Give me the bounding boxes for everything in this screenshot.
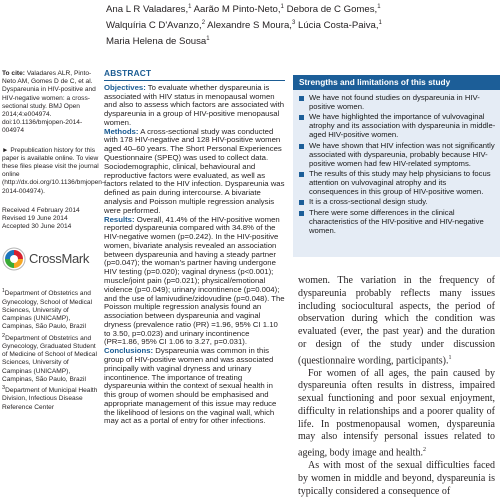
results-label: Results: [104, 214, 135, 224]
author-line-3 [106, 33, 491, 49]
author-name: Aarão M Pinto-Neto, [193, 4, 281, 16]
citation-label: To cite: [2, 70, 25, 77]
author-list [106, 1, 491, 48]
affiliation-text: Department of Obstetrics and Gynecology, Graduated Student of Medicine of School of Medical Sciences, University of Campinas (UNICAMP), Campinas, São Paulo, Brazil [2, 334, 97, 383]
affiliation-1 [2, 287, 100, 331]
strengths-item: We have highlighted the importance of vulvovaginal atrophy and its association with dyspareunia in middle-aged HIV-positive women. [299, 113, 496, 140]
body-paragraph [298, 275, 495, 368]
author-name: Debora de C Gomes, [286, 4, 378, 16]
affiliation-sup: 1 [2, 288, 5, 295]
author-line-1 [106, 1, 491, 17]
results-text: Overall, 41.4% of the HIV-positive women reported dyspareunia compared with 34.8% of the HIV-negative women (p=0.242). In the HIV-positive women, bivariate analysis revealed an association between dyspareunia and having a steady partner (p=0.047); the woman's partner having undergone HIV testing (p=0.020); vaginal dryness (p<0.001); muscle/joint pain (p=0.021); physical/emotional violence (p=0.049); urinary incontinence (p=0.004); and the use of lamivudine/zidovudine (p=0.048). The Poisson multiple regression analysis found an association between dyspareunia and vaginal dryness (prevalence ratio (PR) =1.96, 95% CI 1.10 to 3.50, p=0.023) and urinary incontinence (PR=1.86, 95% CI 1.06 to 3.27, p=0.031). [104, 214, 285, 347]
methods-label: Methods: [104, 126, 139, 136]
prepublication-note[interactable]: ► Prepublication history for this paper is available online. To view these files please visit the journal online (http://dx.doi.org/10.1136/bmjopen-2014-004974). [2, 146, 105, 195]
author-affil-sup: 1 [280, 4, 284, 10]
abstract-column [104, 69, 285, 480]
author-line-2 [106, 17, 491, 33]
body-paragraph-text: For women of all ages, the pain caused by dyspareunia often results in distress, impaired sexual functioning and poor sexual enjoyment, difficulty in relationships and a poorer quality of life. In postmenopausal women, dyspareunia may also intensify personal issues related to ageing, body image and health. [298, 367, 495, 459]
author-affil-sup: 1 [378, 19, 382, 26]
reference-sup[interactable]: 1 [448, 354, 452, 361]
strengths-item: We have not found studies on dyspareunia in HIV-positive women. [299, 94, 496, 112]
author-name: Alexandre S Moura, [207, 19, 292, 31]
body-paragraph [298, 460, 495, 498]
reference-sup[interactable]: 2 [422, 447, 426, 454]
body-paragraph-text: women. The variation in the frequency of dyspareunia probably reflects many issues including sociocultural aspects, the period of observation during which the condition was evaluated (ever, the past year) and the duration or design of the study under discussion (questionnaire wording, participants). [298, 275, 495, 366]
author-affil-sup: 1 [377, 4, 381, 10]
author-name: Lúcia Costa-Paiva, [297, 19, 379, 31]
body-paragraph-text: As with most of the sexual difficulties faced by women in middle and beyond, dyspareunia is typically considered a consequence of [298, 460, 495, 497]
abstract-conclusions [104, 347, 285, 426]
revised-date: Revised 19 June 2014 [2, 215, 68, 223]
author-affil-sup: 1 [206, 35, 210, 42]
strengths-box-title: Strengths and limitations of this study [293, 75, 500, 90]
strengths-list [293, 94, 500, 236]
conclusions-label: Conclusions: [104, 346, 154, 356]
crossmark-icon [2, 247, 26, 271]
abstract-divider [104, 80, 285, 81]
citation-text: Valadares ALR, Pinto-Neto AM, Gomes D de C, et al. Dyspareunia in HIV-positive and HIV-negative women: a cross-sectional study. BMJ Open 2014;4:e004974. doi:10.1136/bmjopen-2014-004974 [2, 70, 96, 135]
affiliation-3 [2, 384, 100, 412]
methods-text: A cross-sectional study was conducted with 178 HIV-negative and 128 HIV-positive women aged 40–60 years. The Short Personal Experiences Questionnaire (SPEQ) was used to collect data. Sociodemographic, clinical, behavioural and reproductive factors were evaluated, as well as factors related to the HIV infection. Dyspareunia was defined as pain during intercourse. A bivariate analysis and Poisson multiple regression analysis were performed. [104, 126, 285, 215]
crossmark-label: CrossMark [29, 251, 90, 267]
author-affil-sup: 3 [291, 19, 296, 26]
conclusions-text: Dyspareunia was common in this group of HIV-positive women and was associated principally with vaginal dryness and urinary incontinence. The importance of treating dyspareunia within the context of sexual health in this group of women should be emphasised and appropriate management of this issue may reduce the likelihood of lesions on the vaginal wall, which may act as a portal of entry for other infections. [104, 346, 277, 426]
abstract-objectives [104, 84, 285, 128]
received-date: Received 4 February 2014 [2, 206, 80, 214]
author-affil-sup: 2 [201, 19, 206, 26]
author-name: Ana L R Valadares, [106, 4, 189, 16]
strengths-item: We have shown that HIV infection was not significantly associated with dyspareunia, probably because HIV-positive women had few HIV-related symptoms. [299, 142, 496, 169]
affiliation-2 [2, 332, 100, 384]
affiliation-sup: 2 [2, 332, 6, 339]
strengths-limitations-box [293, 75, 500, 257]
author-affil-sup: 1 [188, 4, 192, 10]
body-paragraph [298, 368, 495, 461]
accepted-date: Accepted 30 June 2014 [2, 223, 72, 231]
body-text-column [298, 275, 495, 497]
article-info-sidebar [2, 70, 105, 412]
abstract-heading: ABSTRACT [104, 68, 152, 78]
author-name: Maria Helena de Sousa [106, 35, 207, 47]
abstract-methods [104, 128, 285, 216]
affiliation-text: Department of Obstetrics and Gynecology, School of Medical Sciences, University of Campinas (UNICAMP), Campinas, São Paulo, Brazil [2, 290, 93, 331]
affiliation-sup: 3 [2, 385, 6, 392]
strengths-item: There were some differences in the clinical characteristics of the HIV-positive and HIV-negative women. [299, 209, 496, 236]
strengths-item: It is a cross-sectional design study. [299, 198, 496, 207]
author-name: Walquíria C D'Avanzo, [106, 19, 202, 31]
objectives-label: Objectives: [104, 82, 146, 92]
objectives-text: To evaluate whether dyspareunia is associated with HIV status in menopausal women and also to assess which factors are associated with dyspareunia in a group of HIV-positive menopausal women. [104, 82, 285, 127]
affiliation-text: Department of Municipal Health Division, Infectious Disease Reference Center [2, 387, 98, 411]
strengths-item: The results of this study may help physicians to focus attention on vulvovaginal atrophy and its consequences in this group of HIV-positive women. [299, 170, 496, 197]
crossmark-badge[interactable] [2, 247, 100, 271]
citation-block [2, 70, 100, 136]
abstract-results [104, 216, 285, 348]
